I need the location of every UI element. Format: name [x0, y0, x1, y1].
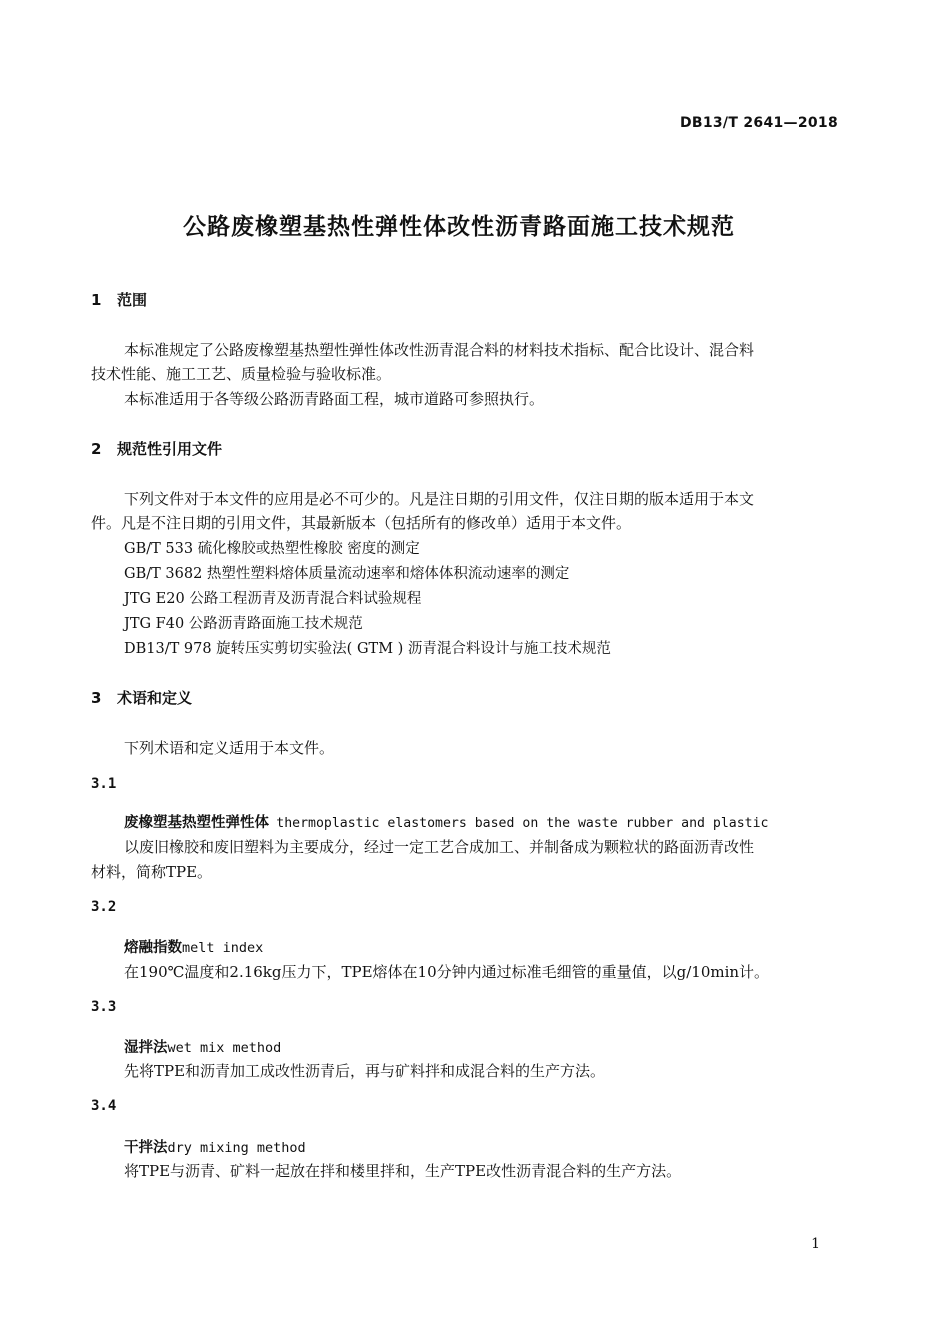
- definition-line: 在190℃温度和2.16kg压力下，TPE熔体在10分钟内通过标准毛细管的重量值，以g/10min计。: [124, 963, 770, 981]
- definition-line: 先将TPE和沥青加工成改性沥青后，再与矿料拌和成混合料的生产方法。: [124, 1062, 606, 1080]
- reference-item: JTG F40 公路沥青路面施工技术规范: [124, 616, 363, 632]
- section-heading-1: [91, 289, 147, 310]
- reference-item: DB13/T 978 旋转压实剪切实验法( GTM ) 沥青混合料设计与施工技术规范: [124, 641, 611, 657]
- reference-item: GB/T 533 硫化橡胶或热塑性橡胶 密度的测定: [124, 541, 420, 557]
- section-number: 1: [91, 291, 102, 309]
- paragraph-line: 下列术语和定义适用于本文件。: [124, 739, 335, 757]
- term-number: 3.4: [91, 1098, 117, 1114]
- paragraph-line: 本标准适用于各等级公路沥青路面工程，城市道路可参照执行。: [124, 390, 545, 408]
- term-chinese: 熔融指数: [124, 940, 182, 956]
- section-number: 2: [91, 440, 102, 458]
- section-title: 术语和定义: [117, 689, 193, 707]
- definition-line: 将TPE与沥青、矿料一起放在拌和楼里拌和，生产TPE改性沥青混合料的生产方法。: [124, 1162, 682, 1180]
- term-english: wet mix method: [167, 1040, 282, 1056]
- term-number: 3.2: [91, 899, 117, 915]
- term-number: 3.3: [91, 999, 117, 1015]
- section-title: 规范性引用文件: [117, 440, 223, 458]
- term-number: 3.1: [91, 776, 117, 792]
- term-entry: [124, 1136, 306, 1157]
- document-title: 公路废橡塑基热性弹性体改性沥青路面施工技术规范: [183, 214, 735, 240]
- section-heading-2: [91, 438, 222, 459]
- term-entry: [124, 936, 263, 957]
- definition-line: 以废旧橡胶和废旧塑料为主要成分，经过一定工艺合成加工、并制备成为颗粒状的路面沥青改性: [124, 838, 755, 856]
- term-entry: [124, 1036, 281, 1057]
- reference-item: JTG E20 公路工程沥青及沥青混合料试验规程: [124, 591, 422, 607]
- paragraph-line: 件。凡是不注日期的引用文件，其最新版本（包括所有的修改单）适用于本文件。: [91, 514, 632, 532]
- paragraph-line: 本标准规定了公路废橡塑基热塑性弹性体改性沥青混合料的材料技术指标、配合比设计、混合料: [124, 341, 755, 359]
- section-heading-3: [91, 687, 192, 708]
- definition-line: 材料，简称TPE。: [91, 863, 213, 881]
- page-number: 1: [811, 1236, 820, 1252]
- term-chinese: 干拌法: [124, 1140, 168, 1156]
- term-english: melt index: [182, 940, 264, 956]
- term-english: dry mixing method: [167, 1140, 306, 1156]
- term-entry: [124, 811, 769, 832]
- section-number: 3: [91, 689, 102, 707]
- reference-item: GB/T 3682 热塑性塑料熔体质量流动速率和熔体体积流动速率的测定: [124, 566, 570, 582]
- term-chinese: 湿拌法: [124, 1040, 168, 1056]
- paragraph-line: 下列文件对于本文件的应用是必不可少的。凡是注日期的引用文件，仅注日期的版本适用于本文: [124, 490, 755, 508]
- document-number: DB13/T 2641—2018: [679, 115, 838, 131]
- paragraph-line: 技术性能、施工工艺、质量检验与验收标准。: [91, 365, 392, 383]
- section-title: 范围: [117, 291, 148, 309]
- term-english: thermoplastic elastomers based on the waste rubber and plastic: [276, 816, 769, 831]
- term-chinese: 废橡塑基热塑性弹性体: [124, 815, 269, 831]
